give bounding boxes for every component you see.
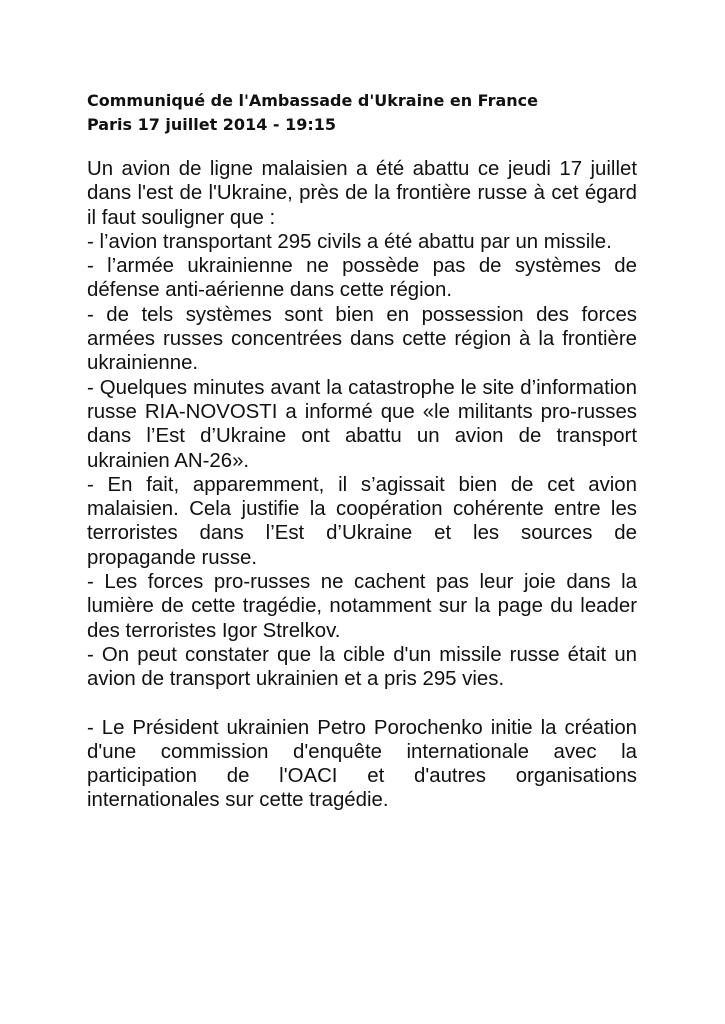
- point-ukrainian-army: - l’armée ukrainienne ne possède pas de systèmes de défense anti-aérienne dans cette région.: [87, 255, 637, 302]
- intro-paragraph: Un avion de ligne malaisien a été abattu ce jeudi 17 juillet dans l'est de l'Ukraine, près de la frontière russe à cet égard il faut souligner que :: [87, 158, 637, 229]
- point-ria-novosti: - Quelques minutes avant la catastrophe le site d’information russe RIA-NOVOSTI a informé que «le militants pro-russes dans l’Est d’Ukraine ont abattu un avion de transport ukrainien AN-26».: [87, 376, 637, 472]
- point-missile-target: - On peut constater que la cible d'un missile russe était un avion de transport ukrainien et a pris 295 vies.: [87, 643, 637, 691]
- point-pro-russian-forces: - Les forces pro-russes ne cachent pas leur joie dans la lumière de cette tragédie, notamment sur la page du leader des terroristes Igor Strelkov.: [87, 571, 637, 642]
- point-missile: - l’avion transportant 295 civils a été abattu par un missile.: [87, 230, 612, 253]
- point-russian-systems: - de tels systèmes sont bien en possession des forces armées russes concentrées dans cette région à la frontière ukrainienne.: [87, 303, 637, 375]
- document-header: [87, 89, 647, 137]
- point-malaysian-aircraft: - En fait, apparemment, il s’agissait bien de cet avion malaisien. Cela justifie la coopération cohérente entre les terroristes dans l’Est d’Ukraine et les sources de propagande russe.: [87, 473, 637, 569]
- communique-title: Communiqué de l'Ambassade d'Ukraine en France: [87, 91, 538, 110]
- point-commission: - Le Président ukrainien Petro Porochenko initie la création d'une commission d'enquête internationale avec la participation de l'OACI et d'autres organisations internationales sur cette tragédie.: [87, 716, 637, 812]
- document-body: [87, 157, 637, 813]
- communique-dateline: Paris 17 juillet 2014 - 19:15: [87, 115, 337, 134]
